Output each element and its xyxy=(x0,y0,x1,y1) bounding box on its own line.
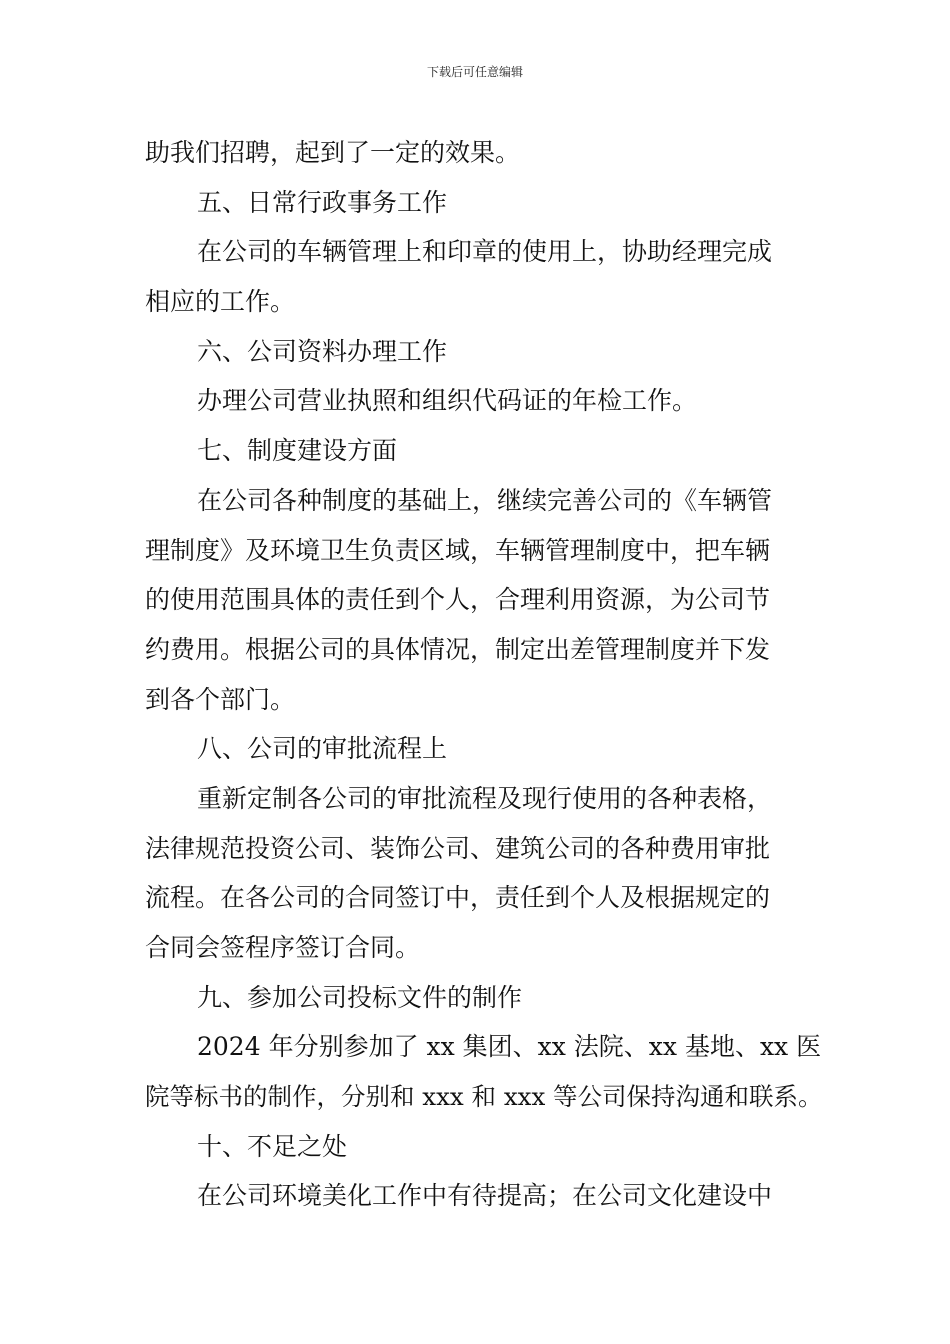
text-line: 院等标书的制作，分别和 xxx 和 xxx 等公司保持沟通和联系。 xyxy=(145,1082,823,1112)
text-line: 重新定制各公司的审批流程及现行使用的各种表格， xyxy=(197,783,773,813)
text-line: 助我们招聘，起到了一定的效果。 xyxy=(145,138,521,167)
text-line: 到各个部门。 xyxy=(145,684,296,714)
text-line: 在公司的车辆管理上和印章的使用上，协助经理完成 xyxy=(197,237,773,267)
text-line: 八、公司的审批流程上 xyxy=(197,734,448,764)
text-line: 九、参加公司投标文件的制作 xyxy=(197,982,523,1012)
text-line: 流程。在各公司的合同签订中，责任到个人及根据规定的 xyxy=(145,883,771,913)
page-header: 下载后可任意编辑 xyxy=(426,65,523,79)
text-line: 办理公司营业执照和组织代码证的年检工作。 xyxy=(197,386,698,416)
text-line: 在公司环境美化工作中有待提高；在公司文化建设中 xyxy=(197,1181,773,1211)
text-line: 十、不足之处 xyxy=(197,1131,348,1161)
text-line: 相应的工作。 xyxy=(145,287,296,317)
text-line: 理制度》及环境卫生负责区域，车辆管理制度中，把车辆 xyxy=(145,535,771,565)
text-line: 在公司各种制度的基础上，继续完善公司的《车辆管 xyxy=(197,485,773,515)
text-line: 的使用范围具体的责任到个人，合理利用资源，为公司节 xyxy=(145,585,771,615)
text-line: 五、日常行政事务工作 xyxy=(197,187,448,217)
document-body xyxy=(145,128,823,1221)
text-line: 七、制度建设方面 xyxy=(197,436,398,466)
text-line: 约费用。根据公司的具体情况，制定出差管理制度并下发 xyxy=(145,634,771,664)
text-line: 六、公司资料办理工作 xyxy=(197,336,448,366)
text-line: 法律规范投资公司、装饰公司、建筑公司的各种费用审批 xyxy=(145,833,771,863)
text-line: 2024 年分别参加了 xx 集团、xx 法院、xx 基地、xx 医 xyxy=(197,1032,822,1062)
text-line: 合同会签程序签订合同。 xyxy=(145,933,421,962)
